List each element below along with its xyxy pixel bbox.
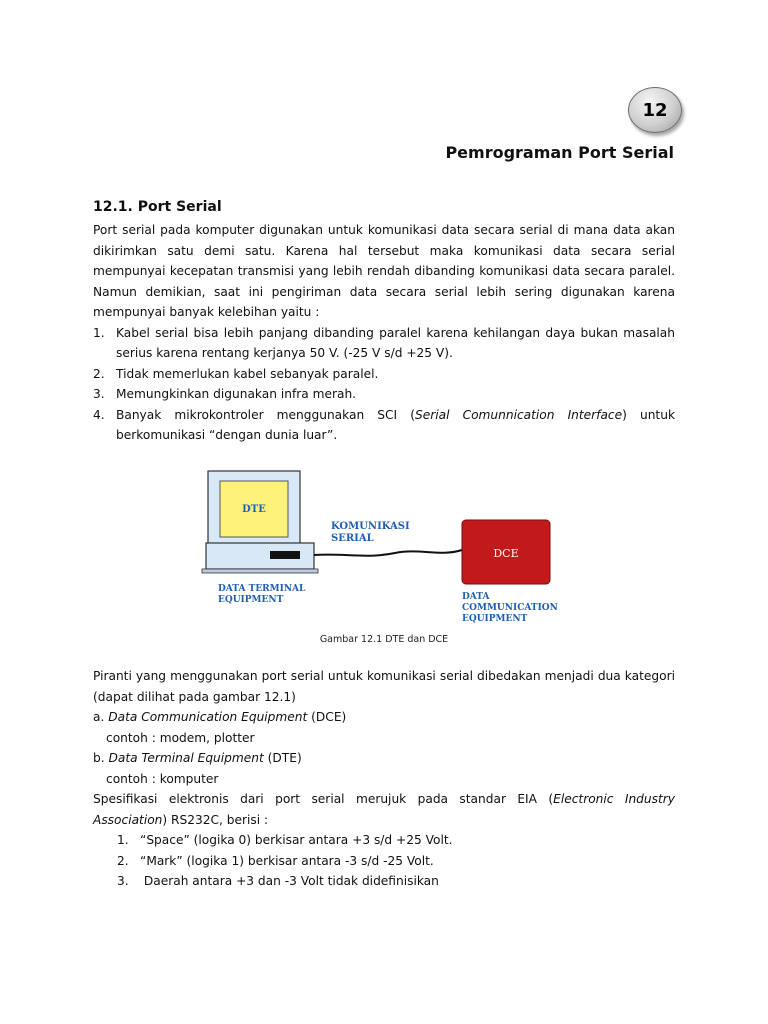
dte-dce-diagram (200, 465, 570, 630)
advantages-list (93, 323, 675, 446)
serial-cable (314, 550, 462, 556)
category-b: b. Data Terminal Equipment (DTE) (93, 751, 302, 765)
computer-icon (202, 471, 318, 573)
dce-caption-line1: DATA (462, 592, 490, 602)
section-title: 12.1. Port Serial (93, 199, 222, 215)
dte-screen-label: DTE (242, 504, 266, 515)
intro-paragraph: Port serial pada komputer digunakan untuk komunikasi data secara serial di mana data akan dikirimkan satu demi satu. Karena hal tersebut maka komunikasi data secara serial mempunyai kecepatan transmisi yang lebih rendah dibanding komunikasi data secara paralel. Namun demikian, saat ini pengiriman data secara serial lebih sering digunakan karena mempunyai banyak kelebihan yaitu : (93, 223, 675, 319)
figure-caption: Gambar 12.1 DTE dan DCE (319, 634, 449, 645)
list-item: 4. Banyak mikrokontroler menggunakan SCI (Serial Comunnication Interface) untuk berkomunikasi “dengan dunia luar”. (93, 407, 675, 442)
link-label-line2: SERIAL (331, 533, 374, 544)
spec-paragraph: Spesifikasi elektronis dari port serial merujuk pada standar EIA (Electronic Industry Association) RS232C, berisi : (93, 792, 675, 827)
chapter-number-badge (628, 87, 682, 133)
dce-label: DCE (493, 547, 519, 560)
dte-caption-line2: EQUIPMENT (218, 595, 284, 605)
dte-caption-line1: DATA TERMINAL (218, 584, 306, 594)
section-body (93, 220, 675, 446)
chapter-number: 12 (642, 99, 668, 121)
dce-caption-line2: COMMUNICATION (462, 603, 558, 613)
chapter-title: Pemrograman Port Serial (445, 143, 674, 162)
section-body-2 (93, 666, 675, 892)
list-item: 2. “Mark” (logika 1) berkisar antara -3 s/d -25 Volt. (117, 853, 434, 868)
list-item: 3. Daerah antara +3 dan -3 Volt tidak didefinisikan (117, 874, 439, 888)
category-a-example: contoh : modem, plotter (106, 730, 255, 745)
list-item: 2. Tidak memerlukan kabel sebanyak paralel. (93, 366, 379, 381)
category-a: a. Data Communication Equipment (DCE) (93, 710, 347, 724)
list-item: 3. Memungkinkan digunakan infra merah. (93, 387, 357, 401)
dce-caption-line3: EQUIPMENT (462, 614, 528, 624)
list-item: 1. Kabel serial bisa lebih panjang dibanding paralel karena kehilangan daya bukan masalah serius karena rentang kerjanya 50 V. (-25 V s/d +25 V). (93, 325, 675, 360)
link-label-line1: KOMUNIKASI (331, 521, 410, 532)
spec-list (93, 830, 675, 892)
categories-intro: Piranti yang menggunakan port serial untuk komunikasi serial dibedakan menjadi dua kategori (dapat dilihat pada gambar 12.1) (93, 669, 675, 704)
category-b-example: contoh : komputer (106, 771, 219, 786)
list-item: 1. “Space” (logika 0) berkisar antara +3 s/d +25 Volt. (117, 833, 453, 847)
